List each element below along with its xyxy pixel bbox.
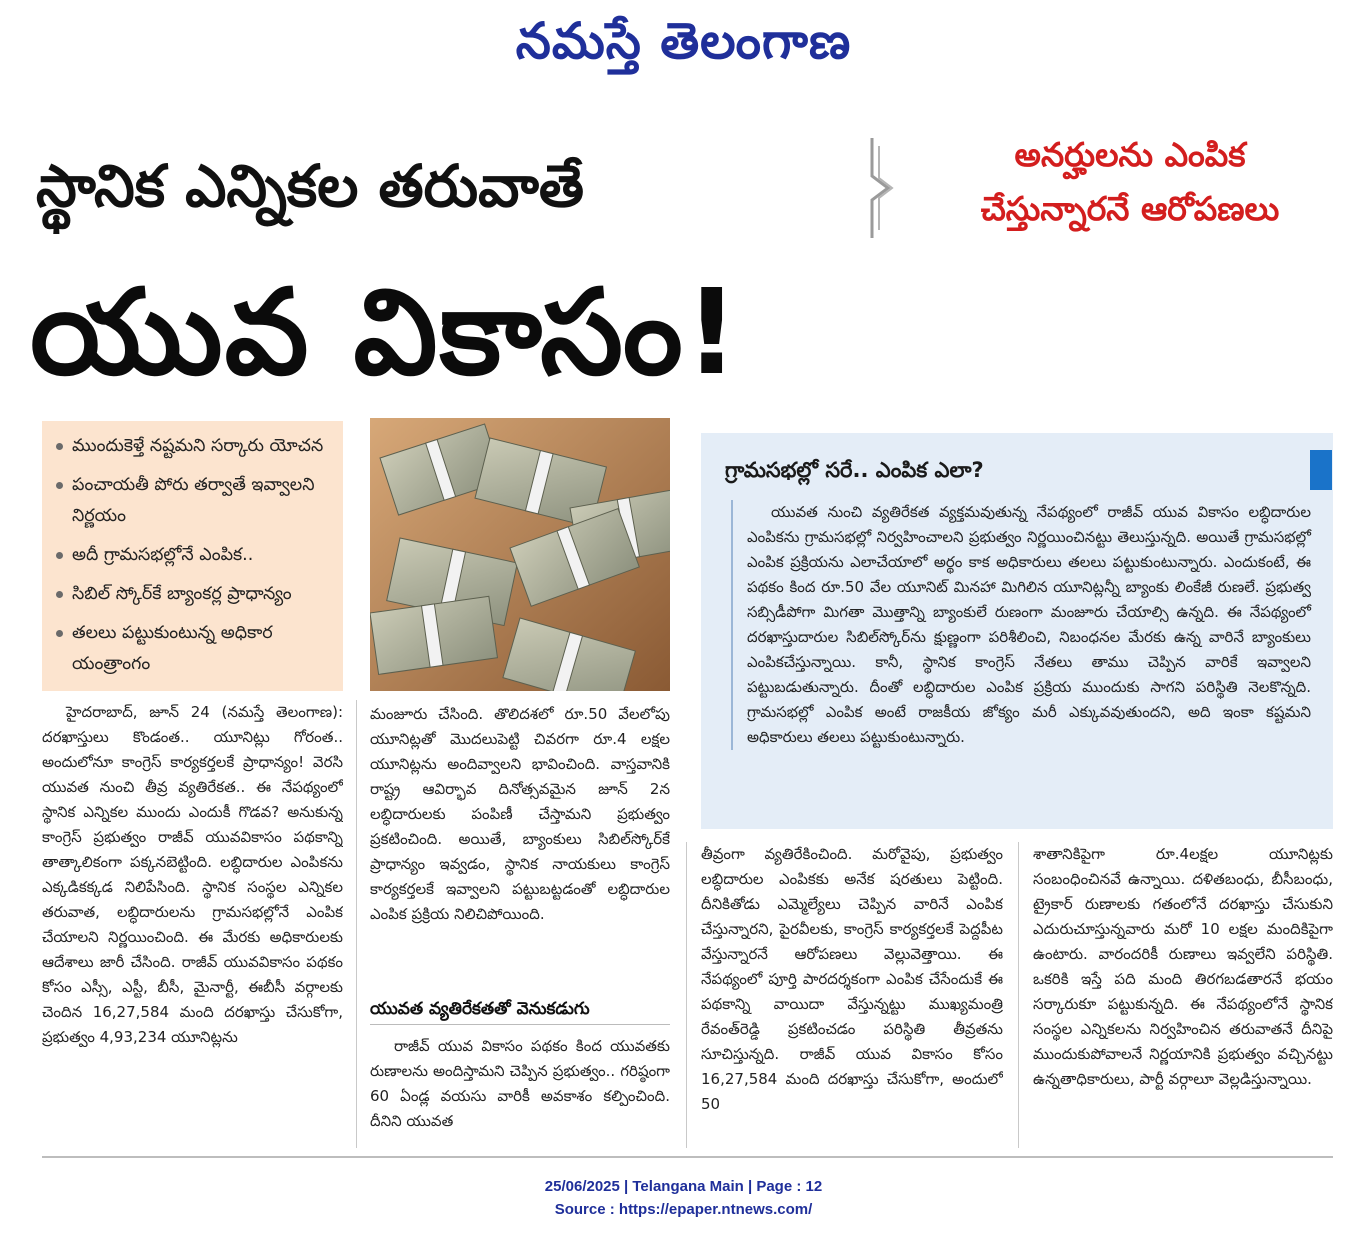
side-story-body: యువత నుంచి వ్యతిరేకత వ్యక్తమవుతున్న నేపథ్యంలో రాజీవ్ యువ వికాసం లబ్ధిదారుల ఎంపికను గ్రామసభల్లో నిర్వహించాలని ప్రభుత్వం నిర్ణయించినట్టు తెలుస్తున్నది. అయితే గ్రామసభల్లో ఎంపిక ప్రక్రియను ఎలాచేయాలో అర్థం కాక అధికారులు తలలు పట్టుకుంటున్నారు. ఎందుకంటే, ఈ పథకం కింద రూ.50 వేల యూనిట్ మినహా మిగిలిన యూనిట్లన్నీ బ్యాంకు లింకేజీ రుణలే. ప్రభుత్వ సబ్సిడీపోగా మిగతా మొత్తాన్ని బ్యాంకులే రుణంగా మంజూరు చేయాల్సి ఉన్నది. ఈ నేపథ్యంలో దరఖాస్తుదారుల సిబిల్‌స్కోర్‌ను క్షుణ్ణంగా పరిశీలించి, నిబంధనల మేరకు ఉన్న వారినే బ్యాంకులు ఎంపికచేస్తున్నాయి. కానీ, స్థానిక కాంగ్రెస్ నేతలు తాము చెప్పిన వారికే ఇవ్వాలని పట్టుబడుతున్నారు. దీంతో లబ్ధిదారుల ఎంపిక ప్రక్రియ ముందుకు సాగని పరిస్థితి నెలకొన్నది. గ్రామసభల్లో ఎంపిక అంటే రాజకీయ జోక్యం మరీ ఎక్కువవుతుందని, అది ఇంకా కష్టమని అధికారులు తలలు పట్టుకుంటున్నారు. bbox=[731, 500, 1311, 750]
article-column-2-continued: రాజీవ్ యువ వికాసం పథకం కింద యువతకు రుణాలను అందిస్తామని చెప్పిన ప్రభుత్వం.. గరిష్ఠంగా 60 ఏండ్ల వయసు వారికీ అవకాశం కల్పించింది. దీనిని యువత bbox=[370, 1037, 670, 1130]
masthead-title: నమస్తే తెలంగాణ bbox=[515, 11, 852, 70]
main-headline: యువ వికాసం! bbox=[30, 263, 741, 401]
footer-source: Source : https://epaper.ntnews.com/ bbox=[554, 1201, 813, 1218]
side-headline-line1: అనర్హులను ఎంపిక bbox=[1014, 135, 1246, 174]
banknotes-image bbox=[370, 418, 670, 691]
article-column-1: హైదరాబాద్, జూన్ 24 (నమస్తే తెలంగాణ): దరఖాస్తులు కొండంత.. యూనిట్లు గోరంత.. అందులోనూ కాంగ్రెస్ కార్యకర్తలకే ప్రాధాన్యం! వెరసి యువత నుంచి తీవ్ర వ్యతిరేకత.. ఈ నేపథ్యంలో స్థానిక ఎన్నికల ముందు ఎందుకీ గొడవ? అనుకున్న కాంగ్రెస్ ప్రభుత్వం రాజీవ్ యువవికాసం పథకాన్ని తాత్కాలికంగా పక్కనబెట్టింది. లబ్ధిదారుల ఎంపికను ఎక్కడికక్కడ నిలిపేసింది. స్థానిక సంస్థల ఎన్నికల తరువాత, లబ్ధిదారులను గ్రామసభల్లోనే ఎంపిక చేయాలని నిర్ణయించింది. ఈ మేరకు అధికారులకు ఆదేశాలు జారీ చేసింది. రాజీవ్ యువవికాసం పథకం కోసం ఎస్సీ, ఎస్టీ, బీసీ, మైనార్టీ, ఈబీసీ వర్గాలకు చెందిన 16,27,584 మంది దరఖాస్తు చేసుకోగా, ప్రభుత్వం 4,93,234 యూనిట్లను bbox=[42, 703, 343, 1046]
highlight-item: తలలు పట్టుకుంటున్న అధికార యంత్రాంగం bbox=[56, 618, 335, 680]
article-column-4: శాతానికిపైగా రూ.4లక్షల యూనిట్లకు సంబంధించినవే ఉన్నాయి. దళితబంధు, బీసీబంధు, ట్రైకార్ రుణాలకు గతంలోనే దరఖాస్తు చేసుకుని ఎదురుచూస్తున్నవారు మరో 10 లక్షల మందికిపైగా ఉంటారు. వారందరికీ రుణాలు ఇవ్వలేని పరిస్థితి. ఒకరికి ఇస్తే పది మంది తిరగబడతారనే భయం సర్కారుకూ పట్టుకున్నది. ఈ నేపథ్యంలోనే స్థానిక సంస్థల ఎన్నికలను నిర్వహించిన తరువాతనే దీనిపై ముందుకుపోవాలనే నిర్ణయానికి ప్రభుత్వం వచ్చినట్టు ఉన్నతాధికారులు, పార్టీ వర్గాలూ వెల్లడిస్తున్నాయి. bbox=[1033, 845, 1333, 1088]
side-headline bbox=[900, 128, 1360, 236]
chevron-divider-icon bbox=[866, 138, 896, 238]
article-subheading: యువత వ్యతిరేకతతో వెనుకడుగు bbox=[370, 999, 590, 1019]
highlight-item: సిబిల్ స్కోర్‌కే బ్యాంకర్ల ప్రాధాన్యం bbox=[56, 579, 335, 610]
column-divider bbox=[356, 700, 357, 1148]
article-column-3: తీవ్రంగా వ్యతిరేకించింది. మరోవైపు, ప్రభుత్వం లబ్ధిదారుల ఎంపికకు అనేక షరతులు పెట్టింది. దీనికితోడు ఎమ్మెల్యేలు చెప్పిన వారినే ఎంపిక చేస్తున్నారని, పైరవీలకు, కాంగ్రెస్ కార్యకర్తలకే పెద్దపీట వేస్తున్నారనే ఆరోపణలు వెల్లువెత్తాయి. ఈ నేపథ్యంలో పూర్తి పారదర్శకంగా ఎంపిక చేసేందుకే ఈ పథకాన్ని వాయిదా వేస్తున్నట్టు ముఖ్యమంత్రి రేవంత్‌రెడ్డి ప్రకటించడం పరిస్థితి తీవ్రతను సూచిస్తున్నది. రాజీవ్ యువ వికాసం కోసం 16,27,584 మంది దరఖాస్తు చేసుకోగా, అందులో 50 bbox=[701, 845, 1003, 1113]
headline-kicker: స్థానిక ఎన్నికల తరువాతే bbox=[36, 152, 585, 220]
side-story-title: గ్రామసభల్లో సరే.. ఎంపిక ఎలా? bbox=[725, 458, 984, 482]
column-divider bbox=[1018, 842, 1019, 1148]
highlight-item: ముందుకెళ్తే నష్టమని సర్కారు యోచన bbox=[56, 431, 335, 462]
article-column-2: మంజూరు చేసింది. తొలిదశలో రూ.50 వేలలోపు యూనిట్లతో మొదలుపెట్టి చివరగా రూ.4 లక్షల యూనిట్లను అందివ్వాలని భావించింది. వాస్తవానికి రాష్ట్ర ఆవిర్భావ దినోత్సవమైన జూన్ 2న లబ్ధిదారులకు పంపిణీ చేస్తామని ప్రభుత్వం ప్రకటించింది. అయితే, బ్యాంకులు సిబిల్‌స్కోర్‌కే ప్రాధాన్యం ఇవ్వడం, స్థానిక నాయకులు కాంగ్రెస్ కార్యకర్తలకే ఇవ్వాలని పట్టుబట్టడంతో లబ్ధిదారుల ఎంపిక ప్రక్రియ నిలిచిపోయింది. bbox=[370, 705, 670, 923]
highlight-item: పంచాయతీ పోరు తర్వాతే ఇవ్వాలని నిర్ణయం bbox=[56, 470, 335, 532]
side-headline-line2: చేస్తున్నారనే ఆరోపణలు bbox=[980, 189, 1280, 228]
side-story-box bbox=[701, 433, 1333, 829]
subheading-rule bbox=[370, 1024, 670, 1025]
highlight-item: అదీ గ్రామసభల్లోనే ఎంపిక.. bbox=[56, 540, 335, 571]
box-accent-bar bbox=[1310, 450, 1332, 490]
banknotes-photo bbox=[370, 418, 670, 691]
footer-date-edition: 25/06/2025 | Telangana Main | Page : 12 bbox=[544, 1178, 823, 1195]
column-divider bbox=[686, 842, 687, 1148]
bottom-rule bbox=[42, 1156, 1333, 1158]
highlights-box bbox=[42, 421, 343, 691]
